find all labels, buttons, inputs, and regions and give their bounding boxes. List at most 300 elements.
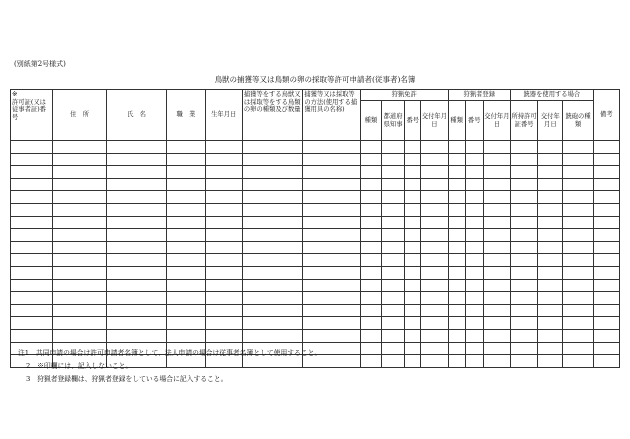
table-cell[interactable] (538, 342, 563, 355)
table-cell[interactable] (563, 166, 593, 179)
table-cell[interactable] (511, 216, 538, 229)
table-cell[interactable] (205, 279, 242, 292)
table-cell[interactable] (360, 304, 381, 317)
table-cell[interactable] (511, 342, 538, 355)
table-cell[interactable] (167, 329, 205, 342)
table-cell[interactable] (205, 317, 242, 330)
table-cell[interactable] (242, 329, 302, 342)
table-cell[interactable] (205, 266, 242, 279)
table-cell[interactable] (53, 292, 106, 305)
table-cell[interactable] (448, 292, 465, 305)
table-cell[interactable] (563, 153, 593, 166)
table-cell[interactable] (53, 254, 106, 267)
table-cell[interactable] (167, 304, 205, 317)
table-cell[interactable] (106, 166, 166, 179)
table-cell[interactable] (405, 166, 421, 179)
table-cell[interactable] (593, 266, 619, 279)
table-cell[interactable] (593, 342, 619, 355)
table-cell[interactable] (205, 229, 242, 242)
table-cell[interactable] (405, 254, 421, 267)
table-cell[interactable] (53, 141, 106, 154)
table-cell[interactable] (538, 304, 563, 317)
table-cell[interactable] (593, 329, 619, 342)
table-cell[interactable] (483, 292, 510, 305)
table-cell[interactable] (448, 254, 465, 267)
table-cell[interactable] (381, 292, 404, 305)
table-cell[interactable] (303, 166, 360, 179)
table-cell[interactable] (381, 241, 404, 254)
table-cell[interactable] (421, 203, 448, 216)
table-cell[interactable] (421, 342, 448, 355)
table-cell[interactable] (465, 216, 483, 229)
table-cell[interactable] (538, 141, 563, 154)
table-cell[interactable] (381, 266, 404, 279)
table-cell[interactable] (360, 241, 381, 254)
table-cell[interactable] (483, 153, 510, 166)
table-cell[interactable] (167, 141, 205, 154)
table-cell[interactable] (465, 166, 483, 179)
table-cell[interactable] (242, 254, 302, 267)
table-cell[interactable] (538, 329, 563, 342)
table-cell[interactable] (483, 279, 510, 292)
table-cell[interactable] (106, 153, 166, 166)
table-cell[interactable] (167, 153, 205, 166)
table-cell[interactable] (448, 203, 465, 216)
table-cell[interactable] (303, 229, 360, 242)
table-cell[interactable] (53, 329, 106, 342)
table-cell[interactable] (593, 292, 619, 305)
table-cell[interactable] (205, 153, 242, 166)
table-cell[interactable] (593, 241, 619, 254)
table-cell[interactable] (483, 166, 510, 179)
table-cell[interactable] (106, 254, 166, 267)
table-cell[interactable] (303, 241, 360, 254)
table-cell[interactable] (538, 266, 563, 279)
table-cell[interactable] (538, 254, 563, 267)
table-cell[interactable] (381, 153, 404, 166)
table-cell[interactable] (303, 279, 360, 292)
table-cell[interactable] (538, 216, 563, 229)
table-cell[interactable] (483, 304, 510, 317)
table-cell[interactable] (405, 304, 421, 317)
table-cell[interactable] (106, 266, 166, 279)
table-cell[interactable] (106, 203, 166, 216)
table-cell[interactable] (53, 229, 106, 242)
table-cell[interactable] (593, 166, 619, 179)
table-cell[interactable] (360, 229, 381, 242)
table-cell[interactable] (421, 241, 448, 254)
table-cell[interactable] (53, 178, 106, 191)
table-cell[interactable] (465, 153, 483, 166)
table-cell[interactable] (538, 166, 563, 179)
table-cell[interactable] (106, 141, 166, 154)
table-cell[interactable] (563, 178, 593, 191)
table-cell[interactable] (448, 342, 465, 355)
table-cell[interactable] (11, 141, 53, 154)
table-cell[interactable] (405, 203, 421, 216)
table-cell[interactable] (11, 292, 53, 305)
table-cell[interactable] (483, 178, 510, 191)
table-cell[interactable] (405, 178, 421, 191)
table-cell[interactable] (511, 153, 538, 166)
table-cell[interactable] (303, 216, 360, 229)
table-cell[interactable] (593, 153, 619, 166)
table-cell[interactable] (448, 216, 465, 229)
table-cell[interactable] (511, 254, 538, 267)
table-cell[interactable] (106, 279, 166, 292)
table-cell[interactable] (593, 317, 619, 330)
table-cell[interactable] (106, 317, 166, 330)
table-cell[interactable] (381, 279, 404, 292)
table-cell[interactable] (53, 241, 106, 254)
table-cell[interactable] (563, 266, 593, 279)
table-cell[interactable] (593, 229, 619, 242)
table-cell[interactable] (563, 292, 593, 305)
table-cell[interactable] (593, 216, 619, 229)
table-cell[interactable] (538, 178, 563, 191)
table-cell[interactable] (448, 229, 465, 242)
table-cell[interactable] (53, 166, 106, 179)
table-cell[interactable] (106, 229, 166, 242)
table-cell[interactable] (360, 153, 381, 166)
table-cell[interactable] (303, 203, 360, 216)
table-cell[interactable] (511, 203, 538, 216)
table-cell[interactable] (538, 203, 563, 216)
table-cell[interactable] (205, 292, 242, 305)
table-cell[interactable] (465, 304, 483, 317)
table-cell[interactable] (405, 266, 421, 279)
table-cell[interactable] (11, 304, 53, 317)
table-cell[interactable] (405, 216, 421, 229)
table-cell[interactable] (360, 342, 381, 355)
table-cell[interactable] (53, 304, 106, 317)
table-cell[interactable] (167, 229, 205, 242)
table-cell[interactable] (205, 203, 242, 216)
table-cell[interactable] (465, 203, 483, 216)
table-cell[interactable] (11, 153, 53, 166)
table-cell[interactable] (421, 166, 448, 179)
table-cell[interactable] (360, 166, 381, 179)
table-cell[interactable] (465, 254, 483, 267)
table-cell[interactable] (483, 216, 510, 229)
table-cell[interactable] (381, 203, 404, 216)
table-cell[interactable] (538, 317, 563, 330)
table-cell[interactable] (405, 141, 421, 154)
table-cell[interactable] (242, 292, 302, 305)
table-cell[interactable] (205, 166, 242, 179)
table-cell[interactable] (381, 191, 404, 204)
table-cell[interactable] (563, 229, 593, 242)
table-cell[interactable] (465, 178, 483, 191)
table-cell[interactable] (465, 317, 483, 330)
table-cell[interactable] (448, 241, 465, 254)
table-cell[interactable] (511, 178, 538, 191)
table-cell[interactable] (360, 203, 381, 216)
table-cell[interactable] (511, 329, 538, 342)
table-cell[interactable] (405, 342, 421, 355)
table-cell[interactable] (563, 279, 593, 292)
table-cell[interactable] (563, 342, 593, 355)
table-cell[interactable] (242, 317, 302, 330)
table-cell[interactable] (167, 166, 205, 179)
table-cell[interactable] (483, 191, 510, 204)
table-cell[interactable] (448, 191, 465, 204)
table-cell[interactable] (11, 241, 53, 254)
table-cell[interactable] (511, 292, 538, 305)
table-cell[interactable] (360, 317, 381, 330)
table-cell[interactable] (405, 241, 421, 254)
table-cell[interactable] (538, 279, 563, 292)
table-cell[interactable] (167, 254, 205, 267)
table-cell[interactable] (538, 241, 563, 254)
table-cell[interactable] (53, 191, 106, 204)
table-cell[interactable] (538, 191, 563, 204)
table-cell[interactable] (303, 153, 360, 166)
table-cell[interactable] (483, 329, 510, 342)
table-cell[interactable] (242, 153, 302, 166)
table-cell[interactable] (303, 304, 360, 317)
table-cell[interactable] (405, 317, 421, 330)
table-cell[interactable] (448, 266, 465, 279)
table-cell[interactable] (405, 355, 421, 368)
table-cell[interactable] (106, 241, 166, 254)
table-cell[interactable] (11, 191, 53, 204)
table-cell[interactable] (205, 329, 242, 342)
table-cell[interactable] (538, 229, 563, 242)
table-cell[interactable] (421, 292, 448, 305)
table-cell[interactable] (205, 191, 242, 204)
table-cell[interactable] (563, 191, 593, 204)
table-cell[interactable] (421, 254, 448, 267)
table-cell[interactable] (360, 266, 381, 279)
table-cell[interactable] (11, 166, 53, 179)
table-cell[interactable] (381, 216, 404, 229)
table-cell[interactable] (511, 266, 538, 279)
table-cell[interactable] (242, 203, 302, 216)
table-cell[interactable] (106, 191, 166, 204)
table-cell[interactable] (405, 191, 421, 204)
table-cell[interactable] (421, 317, 448, 330)
table-cell[interactable] (11, 229, 53, 242)
table-cell[interactable] (538, 153, 563, 166)
table-cell[interactable] (421, 279, 448, 292)
table-cell[interactable] (421, 191, 448, 204)
table-cell[interactable] (563, 304, 593, 317)
table-cell[interactable] (205, 241, 242, 254)
table-cell[interactable] (106, 304, 166, 317)
table-cell[interactable] (563, 203, 593, 216)
table-cell[interactable] (303, 178, 360, 191)
table-cell[interactable] (205, 178, 242, 191)
table-cell[interactable] (421, 229, 448, 242)
table-cell[interactable] (381, 329, 404, 342)
table-cell[interactable] (448, 329, 465, 342)
table-cell[interactable] (11, 317, 53, 330)
table-cell[interactable] (360, 279, 381, 292)
table-cell[interactable] (11, 279, 53, 292)
table-cell[interactable] (11, 178, 53, 191)
table-cell[interactable] (593, 203, 619, 216)
table-cell[interactable] (360, 191, 381, 204)
table-cell[interactable] (167, 292, 205, 305)
table-cell[interactable] (360, 141, 381, 154)
table-cell[interactable] (205, 304, 242, 317)
table-cell[interactable] (483, 317, 510, 330)
table-cell[interactable] (303, 254, 360, 267)
table-cell[interactable] (563, 317, 593, 330)
table-cell[interactable] (465, 342, 483, 355)
table-cell[interactable] (448, 355, 465, 368)
table-cell[interactable] (448, 166, 465, 179)
table-cell[interactable] (11, 216, 53, 229)
table-cell[interactable] (53, 279, 106, 292)
table-cell[interactable] (205, 141, 242, 154)
table-cell[interactable] (381, 229, 404, 242)
table-cell[interactable] (360, 292, 381, 305)
table-cell[interactable] (483, 203, 510, 216)
table-cell[interactable] (106, 329, 166, 342)
table-cell[interactable] (381, 141, 404, 154)
table-cell[interactable] (483, 241, 510, 254)
table-cell[interactable] (593, 279, 619, 292)
table-cell[interactable] (563, 216, 593, 229)
table-cell[interactable] (593, 178, 619, 191)
table-cell[interactable] (381, 304, 404, 317)
table-cell[interactable] (405, 229, 421, 242)
table-cell[interactable] (465, 266, 483, 279)
table-cell[interactable] (593, 191, 619, 204)
table-cell[interactable] (381, 342, 404, 355)
table-cell[interactable] (538, 292, 563, 305)
table-cell[interactable] (242, 266, 302, 279)
table-cell[interactable] (563, 241, 593, 254)
table-cell[interactable] (448, 178, 465, 191)
table-cell[interactable] (167, 317, 205, 330)
table-cell[interactable] (448, 153, 465, 166)
table-cell[interactable] (421, 153, 448, 166)
table-cell[interactable] (465, 229, 483, 242)
table-cell[interactable] (381, 355, 404, 368)
table-cell[interactable] (563, 141, 593, 154)
table-cell[interactable] (511, 241, 538, 254)
table-cell[interactable] (167, 279, 205, 292)
table-cell[interactable] (167, 266, 205, 279)
table-cell[interactable] (563, 254, 593, 267)
table-cell[interactable] (242, 241, 302, 254)
table-cell[interactable] (448, 317, 465, 330)
table-cell[interactable] (483, 141, 510, 154)
table-cell[interactable] (593, 141, 619, 154)
table-cell[interactable] (421, 355, 448, 368)
table-cell[interactable] (563, 355, 593, 368)
table-cell[interactable] (360, 178, 381, 191)
table-cell[interactable] (205, 216, 242, 229)
table-cell[interactable] (405, 329, 421, 342)
table-cell[interactable] (242, 166, 302, 179)
table-cell[interactable] (593, 355, 619, 368)
table-cell[interactable] (360, 355, 381, 368)
table-cell[interactable] (511, 304, 538, 317)
table-cell[interactable] (360, 254, 381, 267)
table-cell[interactable] (511, 141, 538, 154)
table-cell[interactable] (483, 342, 510, 355)
table-cell[interactable] (303, 266, 360, 279)
table-cell[interactable] (448, 279, 465, 292)
table-cell[interactable] (106, 178, 166, 191)
table-cell[interactable] (167, 203, 205, 216)
table-cell[interactable] (242, 191, 302, 204)
table-cell[interactable] (53, 153, 106, 166)
table-cell[interactable] (421, 266, 448, 279)
table-cell[interactable] (405, 279, 421, 292)
table-cell[interactable] (167, 191, 205, 204)
table-cell[interactable] (421, 141, 448, 154)
table-cell[interactable] (11, 329, 53, 342)
table-cell[interactable] (465, 355, 483, 368)
table-cell[interactable] (448, 304, 465, 317)
table-cell[interactable] (448, 141, 465, 154)
table-cell[interactable] (360, 329, 381, 342)
table-cell[interactable] (421, 304, 448, 317)
table-cell[interactable] (242, 216, 302, 229)
table-cell[interactable] (381, 254, 404, 267)
table-cell[interactable] (405, 292, 421, 305)
table-cell[interactable] (511, 229, 538, 242)
table-cell[interactable] (511, 191, 538, 204)
table-cell[interactable] (381, 178, 404, 191)
table-cell[interactable] (465, 329, 483, 342)
table-cell[interactable] (242, 279, 302, 292)
table-cell[interactable] (511, 279, 538, 292)
table-cell[interactable] (53, 317, 106, 330)
table-cell[interactable] (593, 304, 619, 317)
table-cell[interactable] (106, 292, 166, 305)
table-cell[interactable] (303, 191, 360, 204)
table-cell[interactable] (483, 355, 510, 368)
table-cell[interactable] (511, 166, 538, 179)
table-cell[interactable] (405, 153, 421, 166)
table-cell[interactable] (242, 304, 302, 317)
table-cell[interactable] (167, 241, 205, 254)
table-cell[interactable] (511, 355, 538, 368)
table-cell[interactable] (465, 292, 483, 305)
table-cell[interactable] (360, 216, 381, 229)
table-cell[interactable] (205, 254, 242, 267)
table-cell[interactable] (381, 317, 404, 330)
table-cell[interactable] (167, 216, 205, 229)
table-cell[interactable] (538, 355, 563, 368)
table-cell[interactable] (483, 229, 510, 242)
table-cell[interactable] (167, 178, 205, 191)
table-cell[interactable] (465, 191, 483, 204)
table-cell[interactable] (11, 203, 53, 216)
table-cell[interactable] (421, 329, 448, 342)
table-cell[interactable] (53, 203, 106, 216)
table-cell[interactable] (303, 317, 360, 330)
table-cell[interactable] (483, 254, 510, 267)
table-cell[interactable] (465, 279, 483, 292)
table-cell[interactable] (53, 216, 106, 229)
table-cell[interactable] (106, 216, 166, 229)
table-cell[interactable] (381, 166, 404, 179)
table-cell[interactable] (563, 329, 593, 342)
table-cell[interactable] (303, 329, 360, 342)
table-cell[interactable] (242, 141, 302, 154)
table-cell[interactable] (242, 229, 302, 242)
table-cell[interactable] (53, 266, 106, 279)
table-cell[interactable] (11, 266, 53, 279)
table-cell[interactable] (593, 254, 619, 267)
